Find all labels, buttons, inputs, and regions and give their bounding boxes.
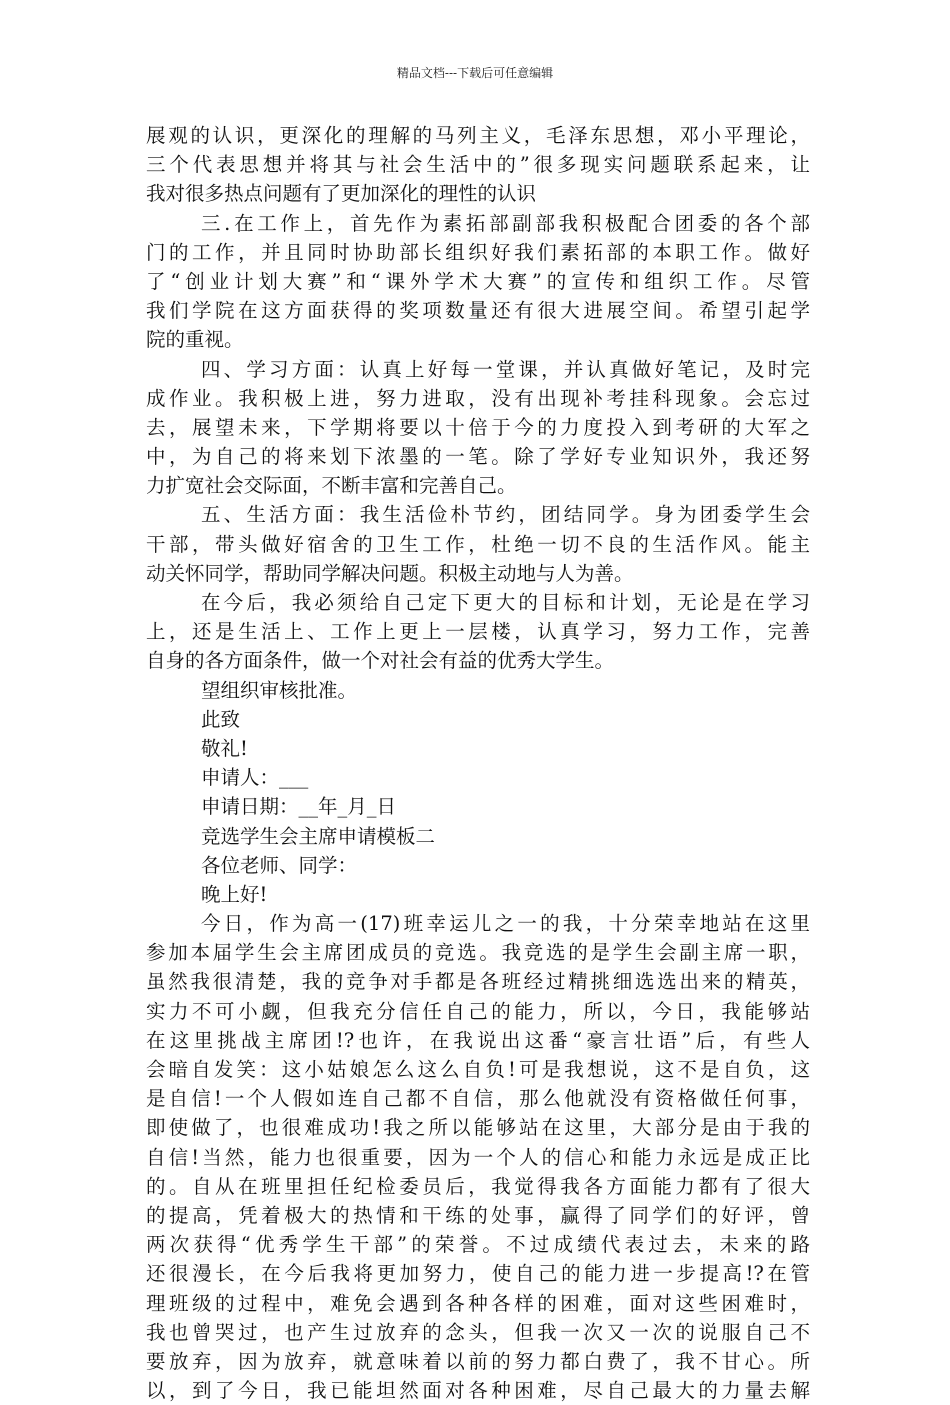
text-line: 望组织审核批准。 — [201, 678, 358, 702]
text-line: 五、生活方面：我生活俭朴节约，团结同学。身为团委学生会 — [201, 503, 810, 527]
text-line: 今日，作为高一(17)班幸运儿之一的我，十分荣幸地站在这里 — [201, 912, 810, 936]
text-line: 此致 — [201, 707, 241, 731]
text-line: 虽然我很清楚，我的竞争对手都是各班经过精挑细选选出来的精英， — [146, 970, 810, 994]
text-line: 是自信!一个人假如连自己都不自信，那么他就没有资格做任何事， — [146, 1087, 810, 1111]
text-line: 我也曾哭过，也产生过放弃的念头，但我一次又一次的说服自己不 — [146, 1320, 810, 1344]
text-line: 理班级的过程中，难免会遇到各种各样的困难，面对这些困难时， — [146, 1291, 810, 1315]
text-line: 各位老师、同学： — [201, 853, 358, 877]
text-line: 了“创业计划大赛”和“课外学术大赛”的宣传和组织工作。尽管 — [146, 269, 810, 293]
page-header: 精品文档---下载后可任意编辑 — [396, 66, 554, 80]
text-line: 院的重视。 — [146, 328, 244, 352]
text-line: 干部，带头做好宿舍的卫生工作，杜绝一切不良的生活作风。能主 — [146, 532, 810, 556]
text-line: 自信!当然，能力也很重要，因为一个人的信心和能力永远是成正比 — [146, 1145, 810, 1169]
text-line: 力扩宽社会交际面，不断丰富和完善自己。 — [146, 474, 517, 498]
text-line: 三个代表思想并将其与社会生活中的”很多现实问题联系起来，让 — [146, 153, 810, 177]
text-line: 的。自从在班里担任纪检委员后，我觉得我各方面能力都有了很大 — [146, 1174, 810, 1198]
text-line: 两次获得“优秀学生干部”的荣誉。不过成绩代表过去，未来的路 — [146, 1233, 810, 1257]
text-line: 要放弃，因为放弃，就意味着以前的努力都白费了，我不甘心。所 — [146, 1349, 810, 1373]
text-line: 以，到了今日，我已能坦然面对各种困难，尽自己最大的力量去解 — [146, 1379, 810, 1403]
text-line: 展观的认识，更深化的理解的马列主义，毛泽东思想，邓小平理论， — [146, 124, 810, 147]
text-line: 申请日期：__年_月_日 — [201, 795, 397, 819]
text-line: 即使做了，也很难成功!我之所以能够站在这里，大部分是由于我的 — [146, 1116, 810, 1140]
text-line: 三.在工作上，首先作为素拓部副部我积极配合团委的各个部 — [201, 211, 810, 235]
text-line: 中，为自己的将来划下浓墨的一笔。除了学好专业知识外，我还努 — [146, 445, 810, 469]
text-line: 在这里挑战主席团!?也许，在我说出这番“豪言壮语”后，有些人 — [146, 1028, 810, 1052]
text-line: 会暗自发笑：这小姑娘怎么这么自负!可是我想说，这不是自负，这 — [146, 1058, 810, 1081]
text-line: 去，展望未来，下学期将要以十倍于今的力度投入到考研的大军之 — [146, 415, 810, 439]
text-line: 自身的各方面条件，做一个对社会有益的优秀大学生。 — [146, 649, 615, 673]
text-line: 成作业。我积极上进，努力进取，没有出现补考挂科现象。会忘过 — [146, 386, 810, 410]
text-line: 门的工作，并且同时协助部长组织好我们素拓部的本职工作。做好 — [146, 240, 810, 264]
text-line: 的提高，凭着极大的热情和干练的处事，赢得了同学们的好评，曾 — [146, 1203, 810, 1227]
text-line: 敬礼! — [201, 736, 248, 760]
text-line: 晚上好! — [201, 882, 268, 906]
text-line: 在今后，我必须给自己定下更大的目标和计划，无论是在学习 — [201, 591, 810, 614]
document-body — [146, 121, 810, 1405]
text-line: 竞选学生会主席申请模板二 — [201, 824, 436, 848]
text-line: 我们学院在这方面获得的奖项数量还有很大进展空间。希望引起学 — [146, 299, 810, 323]
text-line: 实力不可小觑，但我充分信任自己的能力，所以，今日，我能够站 — [146, 999, 810, 1023]
text-line: 我对很多热点问题有了更加深化的理性的认识 — [146, 182, 537, 206]
text-line: 还很漫长，在今后我将更加努力，使自己的能力进一步提高!?在管 — [146, 1262, 810, 1286]
text-line: 动关怀同学，帮助同学解决问题。积极主动地与人为善。 — [146, 561, 634, 585]
text-line: 申请人：___ — [201, 766, 309, 790]
text-line: 四、学习方面：认真上好每一堂课，并认真做好笔记，及时完 — [201, 357, 810, 381]
text-line: 上，还是生活上、工作上更上一层楼，认真学习，努力工作，完善 — [146, 620, 810, 644]
text-line: 参加本届学生会主席团成员的竞选。我竞选的是学生会副主席一职， — [146, 941, 810, 965]
